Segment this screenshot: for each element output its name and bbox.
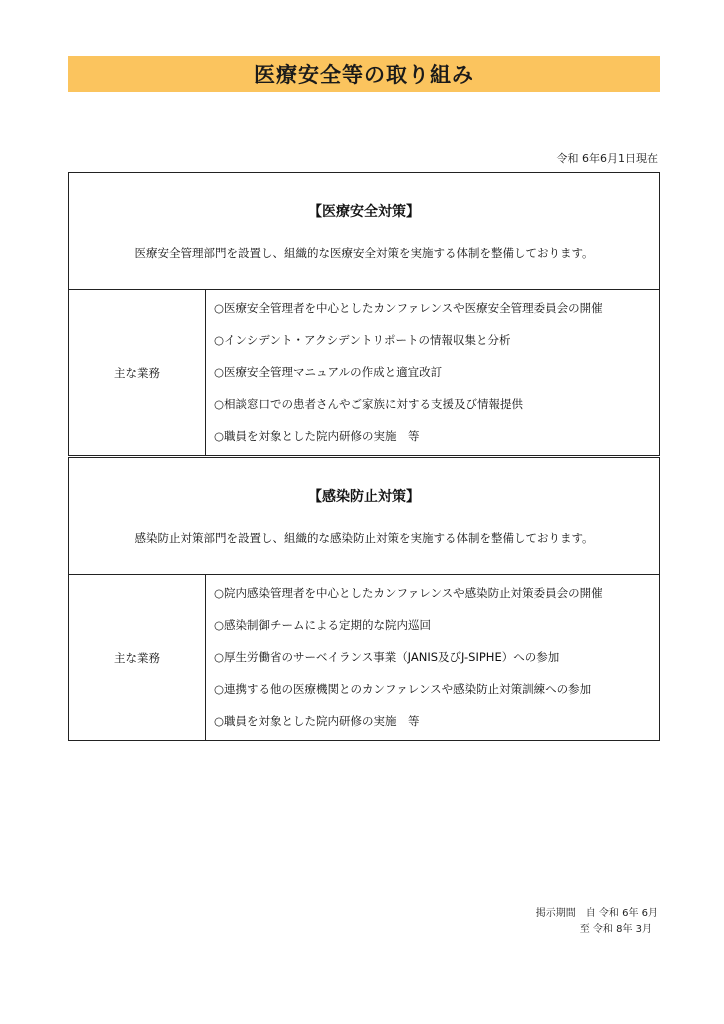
duty-item: ○感染制御チームによる定期的な院内巡回 xyxy=(214,618,432,632)
duties-label: 主な業務 xyxy=(69,575,206,740)
duties-label: 主な業務 xyxy=(69,290,206,455)
duty-item: ○医療安全管理マニュアルの作成と適宜改訂 xyxy=(214,365,443,379)
posting-period-start: 掲示期間 自 令和 6年 6月 xyxy=(535,908,658,919)
duties-row xyxy=(69,575,659,740)
section-header xyxy=(69,173,659,290)
medical-safety-section xyxy=(68,172,660,456)
duties-list xyxy=(206,290,659,455)
posting-period xyxy=(536,906,658,938)
duty-item: ○相談窓口での患者さんやご家族に対する支援及び情報提供 xyxy=(214,397,524,411)
duty-item: ○職員を対象とした院内研修の実施 等 xyxy=(214,714,420,728)
section-header xyxy=(69,458,659,575)
infection-control-section xyxy=(68,457,660,741)
section-heading: 【感染防止対策】 xyxy=(308,489,420,505)
duty-item: ○医療安全管理者を中心としたカンファレンスや医療安全管理委員会の開催 xyxy=(214,301,603,315)
duty-item: ○厚生労働省のサーベイランス事業（JANIS及びJ-SIPHE）への参加 xyxy=(214,650,560,664)
section-description: 医療安全管理部門を設置し、組織的な医療安全対策を実施する体制を整備しております。 xyxy=(134,246,594,260)
title-banner xyxy=(68,56,660,92)
duty-item: ○インシデント・アクシデントリポートの情報収集と分析 xyxy=(214,333,511,347)
duty-item: ○職員を対象とした院内研修の実施 等 xyxy=(214,429,420,443)
duties-row xyxy=(69,290,659,455)
section-description: 感染防止対策部門を設置し、組織的な感染防止対策を実施する体制を整備しております。 xyxy=(134,531,594,545)
page-title: 医療安全等の取り組み xyxy=(254,63,474,87)
section-heading: 【医療安全対策】 xyxy=(308,204,420,220)
duties-list xyxy=(206,575,659,740)
posting-period-end: 至 令和 8年 3月 xyxy=(579,924,652,935)
as-of-date: 令和 6年6月1日現在 xyxy=(556,152,658,165)
duty-item: ○院内感染管理者を中心としたカンファレンスや感染防止対策委員会の開催 xyxy=(214,586,603,600)
duty-item: ○連携する他の医療機関とのカンファレンスや感染防止対策訓練への参加 xyxy=(214,682,592,696)
